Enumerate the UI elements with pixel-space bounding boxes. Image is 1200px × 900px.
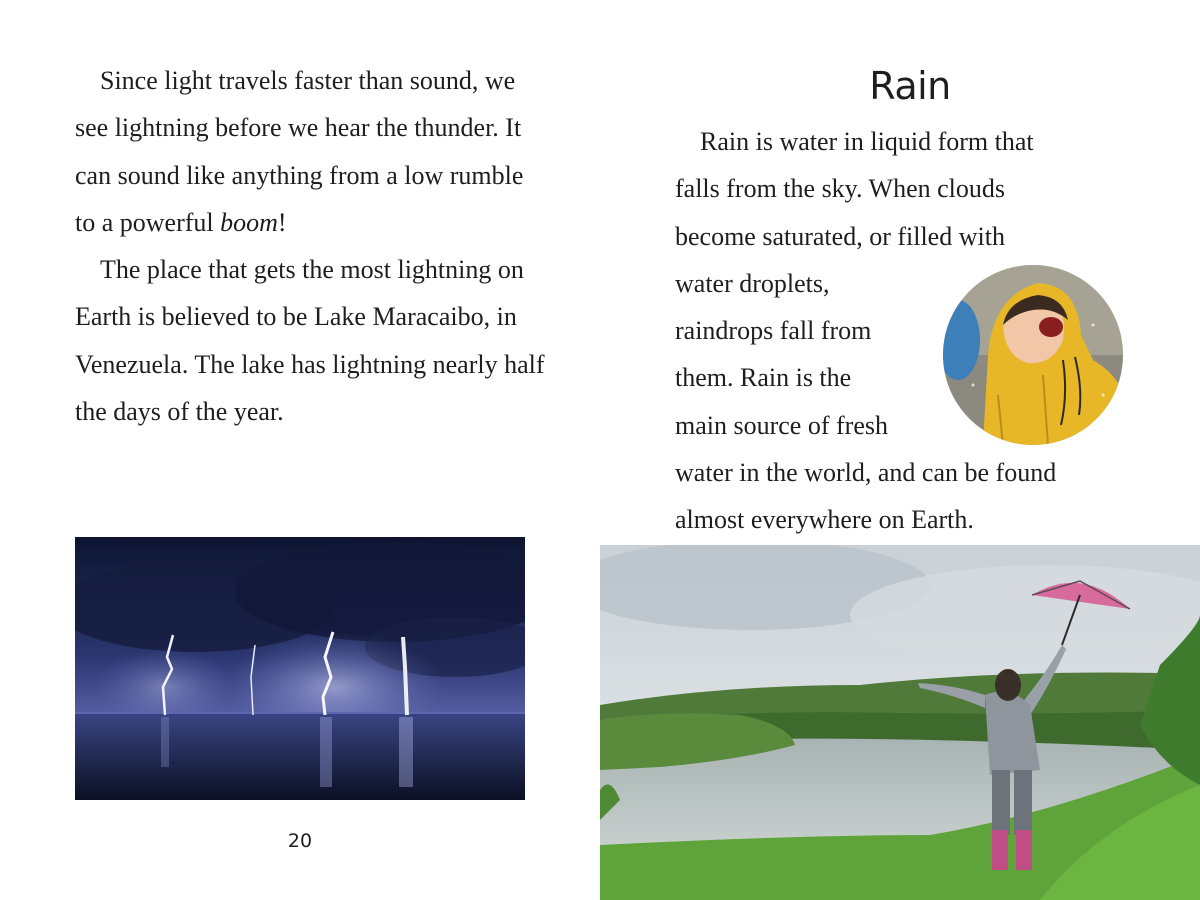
right-page — [600, 0, 1200, 900]
text-line: water droplets, — [675, 268, 830, 298]
emphasis-boom: boom — [220, 207, 278, 237]
text-line: water in the world, and can be found — [675, 458, 1057, 488]
paragraph-light-and-sound: Since light travels faster than sound, we see lightning before we hear the thunder. It can sound like anything from a low rumble to a powerful boom! — [75, 66, 524, 237]
child-in-raincoat-photo — [943, 265, 1123, 445]
river-umbrella-photo — [600, 545, 1200, 900]
text-line: falls from the sky. When clouds — [675, 174, 1005, 204]
text-line: main source of fresh — [675, 410, 888, 440]
text-line: them. Rain is the — [675, 363, 852, 393]
text-line: raindrops fall from — [675, 316, 872, 346]
paragraph-lake-maracaibo: The place that gets the most lightning on Earth is believed to be Lake Maracaibo, in Venezuela. The lake has lightning nearly half the days of the year. — [75, 255, 545, 427]
lightning-photo — [75, 537, 525, 800]
left-body-text — [75, 57, 545, 435]
page-number: 20 — [287, 830, 313, 852]
text-line: Rain is water in liquid form that — [700, 127, 1034, 156]
text-line: become saturated, or filled with — [675, 221, 1005, 251]
section-heading: Rain — [869, 64, 951, 108]
text-line: almost everywhere on Earth. — [675, 505, 974, 535]
